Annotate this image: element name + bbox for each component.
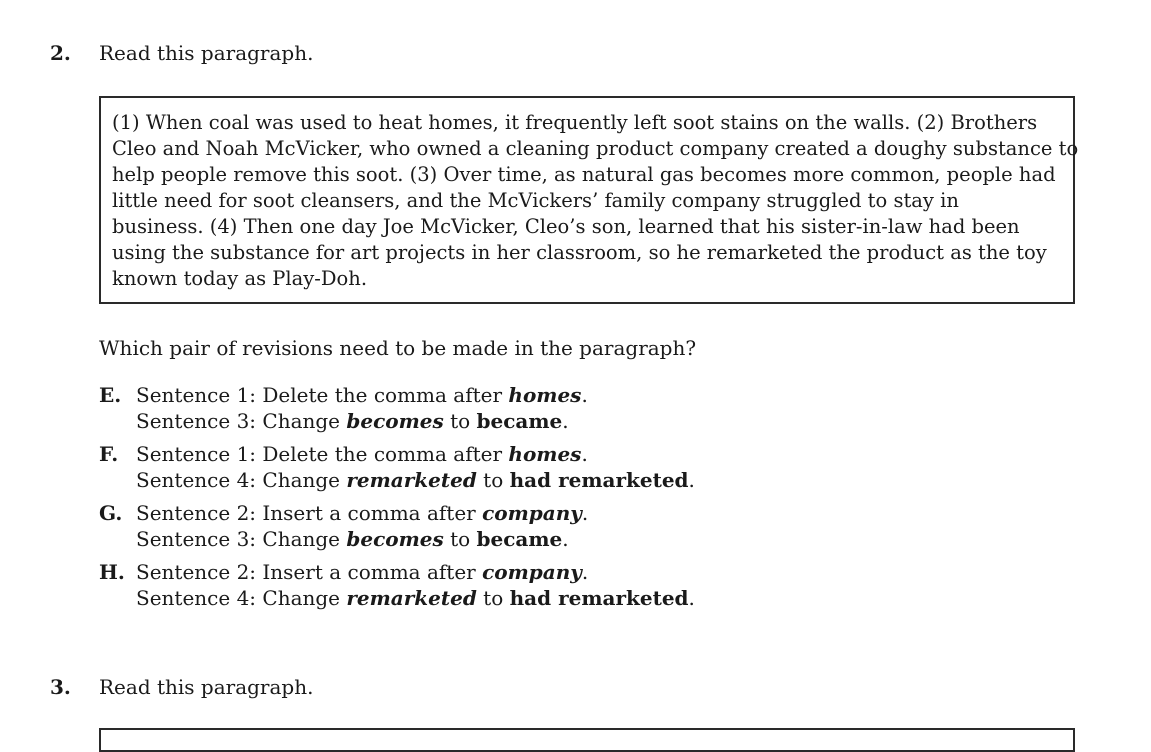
- passage-line: (1) When coal was used to heat homes, it frequently left soot stains on the walls. (2) Brothers: [112, 111, 1038, 134]
- choice-letter: F.: [99, 442, 119, 466]
- choice-letter: G.: [99, 501, 123, 525]
- question-number: 3.: [50, 675, 71, 699]
- question-stem: Which pair of revisions need to be made in the paragraph?: [99, 336, 697, 360]
- choice-line-2: Sentence 4: Change remarketed to had remarketed.: [136, 586, 695, 610]
- passage-line: little need for soot cleansers, and the McVickers’ family company struggled to stay in: [112, 189, 959, 212]
- question-prompt: Read this paragraph.: [99, 41, 314, 65]
- question-number: 2.: [50, 41, 71, 65]
- choice-line-1: Sentence 2: Insert a comma after company.: [136, 501, 589, 525]
- choice-line-2: Sentence 3: Change becomes to became.: [136, 409, 569, 433]
- choice-line-2: Sentence 3: Change becomes to became.: [136, 527, 569, 551]
- choice-line-2: Sentence 4: Change remarketed to had remarketed.: [136, 468, 695, 492]
- choice-letter: H.: [99, 560, 125, 584]
- passage-line: using the substance for art projects in her classroom, so he remarketed the product as the toy: [112, 241, 1047, 264]
- question-prompt: Read this paragraph.: [99, 675, 314, 699]
- choice-line-1: Sentence 1: Delete the comma after homes.: [136, 442, 588, 466]
- passage-line: known today as Play-Doh.: [112, 267, 368, 290]
- choice-line-1: Sentence 1: Delete the comma after homes.: [136, 383, 588, 407]
- passage-line: business. (4) Then one day Joe McVicker, Cleo’s son, learned that his sister-in-law had been: [112, 215, 1020, 238]
- choice-letter: E.: [99, 383, 122, 407]
- passage-line: Cleo and Noah McVicker, who owned a cleaning product company created a doughy substance to: [112, 137, 1079, 160]
- passage-line: help people remove this soot. (3) Over time, as natural gas becomes more common, people had: [112, 163, 1056, 186]
- choice-line-1: Sentence 2: Insert a comma after company.: [136, 560, 589, 584]
- passage-box: [99, 728, 1075, 752]
- passage-box: [99, 96, 1079, 304]
